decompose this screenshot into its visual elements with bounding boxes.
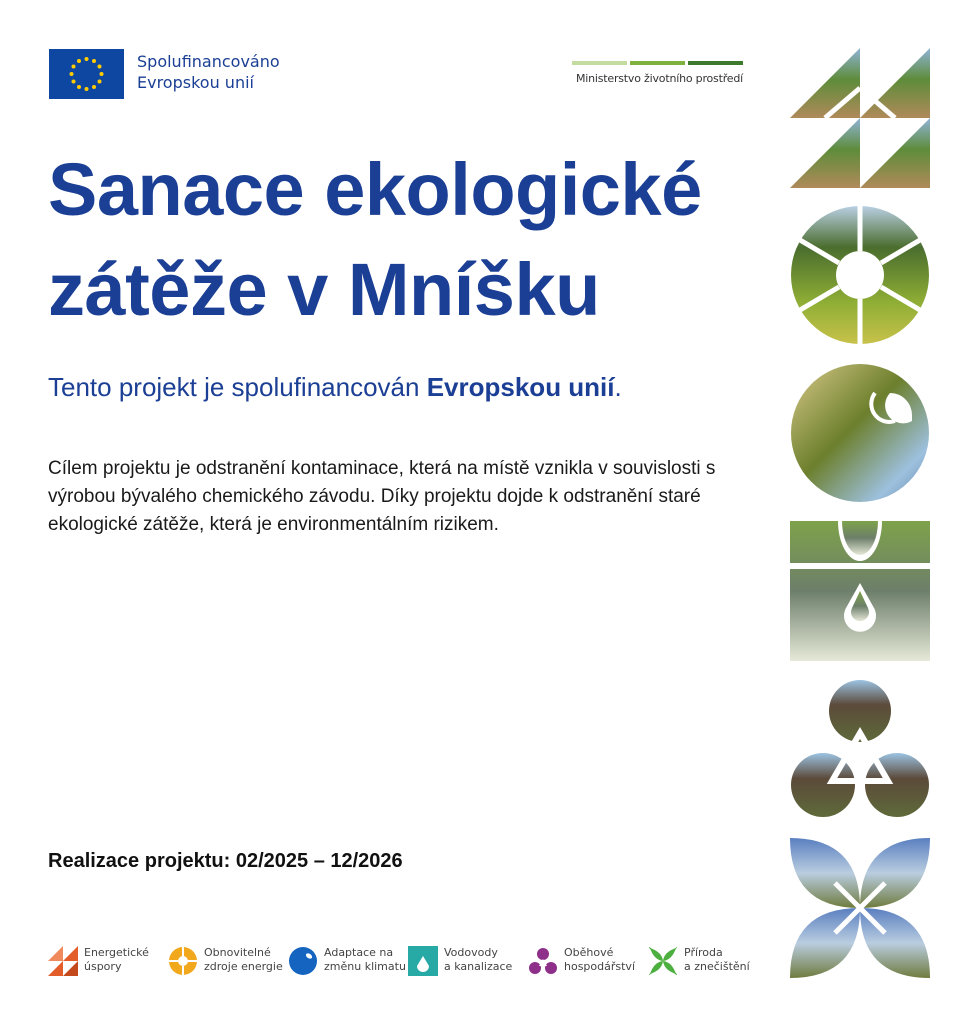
circular-economy-motif: [791, 680, 929, 817]
ministry-bar-mid: [630, 61, 685, 65]
energy-savings-icon: [48, 946, 78, 976]
energy-savings-motif: [790, 48, 930, 188]
category-label-line2: a kanalizace: [444, 960, 513, 973]
eu-text-line1: Spolufinancováno: [137, 52, 280, 71]
category-circular-economy: [528, 946, 648, 976]
category-climate-adaptation: [288, 946, 408, 976]
project-realization-period: Realizace projektu: 02/2025 – 12/2026: [48, 850, 403, 872]
eu-cofinancing-text: [137, 51, 280, 93]
category-nature-pollution: [648, 946, 768, 976]
ministry-bars: [572, 61, 743, 65]
nature-pollution-icon: [648, 946, 678, 976]
page-title: [48, 140, 788, 340]
circular-economy-icon: [528, 946, 558, 976]
category-label-line1: Energetické: [84, 946, 149, 959]
renewable-energy-icon: [168, 946, 198, 976]
decorative-nature-column: [790, 48, 930, 978]
subtitle-suffix: .: [614, 372, 622, 402]
project-description: Cílem projektu je odstranění kontaminace, která na místě vznikla v souvislosti s výrobou bývalého chemického závodu. Díky projektu dojde k odstranění staré ekologické zátěže, která je environmentálním rizikem.: [48, 458, 716, 535]
category-energy-savings: [48, 946, 168, 976]
category-renewable-energy: [168, 946, 288, 976]
category-legend: [48, 946, 768, 976]
ministry-bar-dark: [688, 61, 743, 65]
water-sewage-icon: [408, 946, 438, 976]
subtitle-prefix: Tento projekt je spolufinancován: [48, 372, 427, 402]
category-water-sewage: [408, 946, 528, 976]
climate-adaptation-icon: [288, 946, 318, 976]
ministry-logo: [572, 61, 743, 85]
category-label-line2: a znečištění: [684, 960, 750, 973]
eu-flag-icon: [49, 49, 124, 99]
category-label-line1: Oběhové: [564, 946, 614, 959]
renewable-energy-motif: [791, 206, 929, 344]
category-label-line2: hospodářství: [564, 960, 636, 973]
subtitle: [48, 372, 622, 403]
category-label-line1: Obnovitelné: [204, 946, 271, 959]
ministry-bar-light: [572, 61, 627, 65]
category-label-line1: Příroda: [684, 946, 723, 959]
nature-pollution-motif: [790, 838, 930, 978]
title-line2: zátěže v Mníšku: [48, 248, 600, 331]
water-sewage-motif: [790, 521, 930, 661]
climate-adaptation-motif: [791, 364, 929, 502]
category-label-line2: úspory: [84, 960, 122, 973]
category-label-line1: Vodovody: [444, 946, 498, 959]
title-line1: Sanace ekologické: [48, 148, 702, 231]
category-label-line1: Adaptace na: [324, 946, 394, 959]
category-label-line2: zdroje energie: [204, 960, 283, 973]
subtitle-highlight: Evropskou unií: [426, 372, 615, 402]
eu-text-line2: Evropskou unií: [137, 73, 254, 92]
ministry-name: Ministerstvo životního prostředí: [575, 72, 743, 85]
category-label-line2: změnu klimatu: [324, 960, 406, 973]
